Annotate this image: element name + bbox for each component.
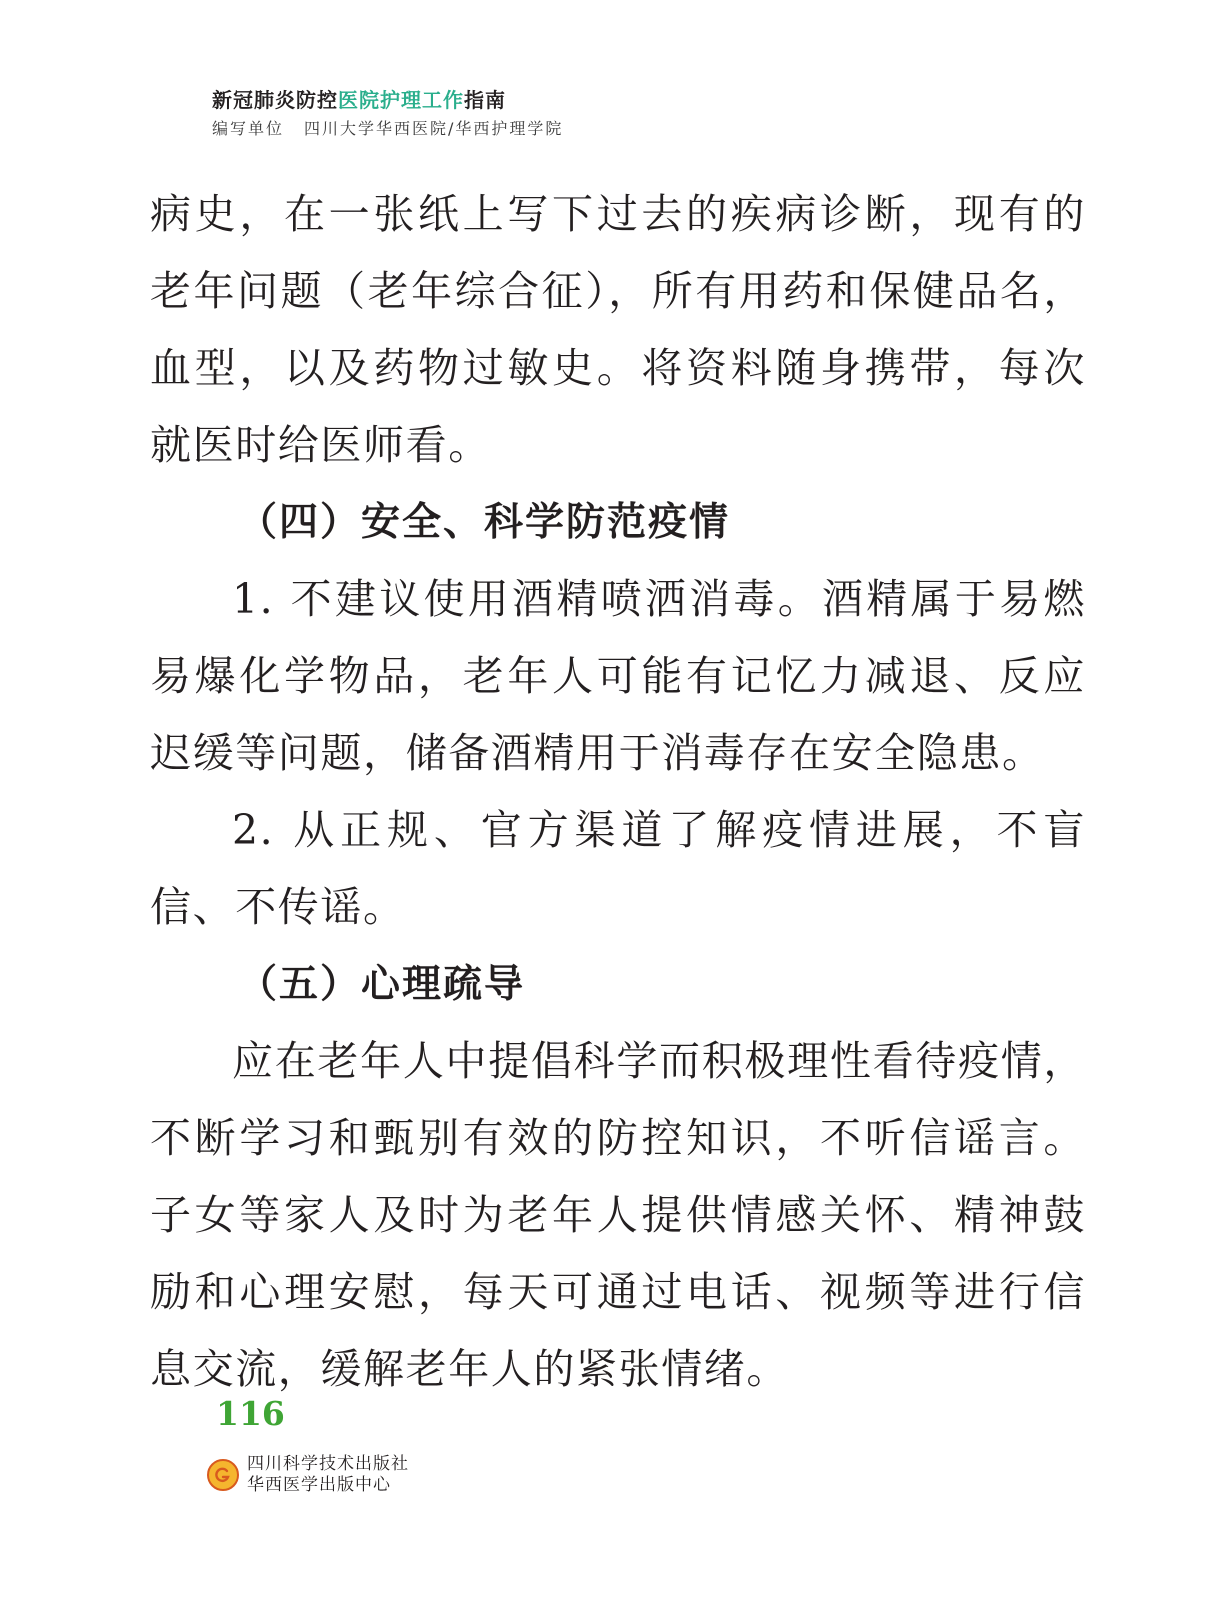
publisher-line-2: 华西医学出版中心 xyxy=(247,1475,391,1495)
publisher-line-1: 四川科学技术出版社 xyxy=(247,1454,409,1474)
book-title xyxy=(212,86,563,114)
book-title-prefix: 新冠肺炎防控 xyxy=(212,88,338,112)
running-header xyxy=(212,86,563,142)
section-heading: （五）心理疏导 xyxy=(238,962,526,1007)
body-paragraph: 应在老年人中提倡科学而积极理性看待疫情，不断学习和甄别有效的防控知识，不听信谣言。子女等家人及时为老年人提供情感关怀、精神鼓励和心理安慰，每天可通过电话、视频等进行信息交流，缓解老年人的紧张情绪。 xyxy=(150,1037,1086,1393)
list-item: 2. 从正规、官方渠道了解疫情进展，不盲信、不传谣。 xyxy=(150,806,1086,931)
author-value: 四川大学华西医院/华西护理学院 xyxy=(304,119,564,138)
publisher-logo-icon xyxy=(207,1459,239,1491)
book-author-line xyxy=(212,116,563,142)
book-title-suffix: 指南 xyxy=(464,88,506,112)
section-heading: （四）安全、科学防范疫情 xyxy=(238,500,731,545)
page-body xyxy=(150,176,1086,1408)
body-paragraph: 病史，在一张纸上写下过去的疾病诊断，现有的老年问题（老年综合征），所有用药和保健品名，血型，以及药物过敏史。将资料随身携带，每次就医时给医师看。 xyxy=(150,190,1086,469)
publisher-names xyxy=(247,1454,409,1496)
book-title-accent: 医院护理工作 xyxy=(338,88,464,112)
author-label: 编写单位 xyxy=(212,119,285,138)
list-item: 1. 不建议使用酒精喷洒消毒。酒精属于易燃易爆化学物品，老年人可能有记忆力减退、反应迟缓等问题，储备酒精用于消毒存在安全隐患。 xyxy=(150,575,1086,777)
publisher-block xyxy=(207,1454,409,1496)
page-number: 116 xyxy=(216,1394,285,1433)
